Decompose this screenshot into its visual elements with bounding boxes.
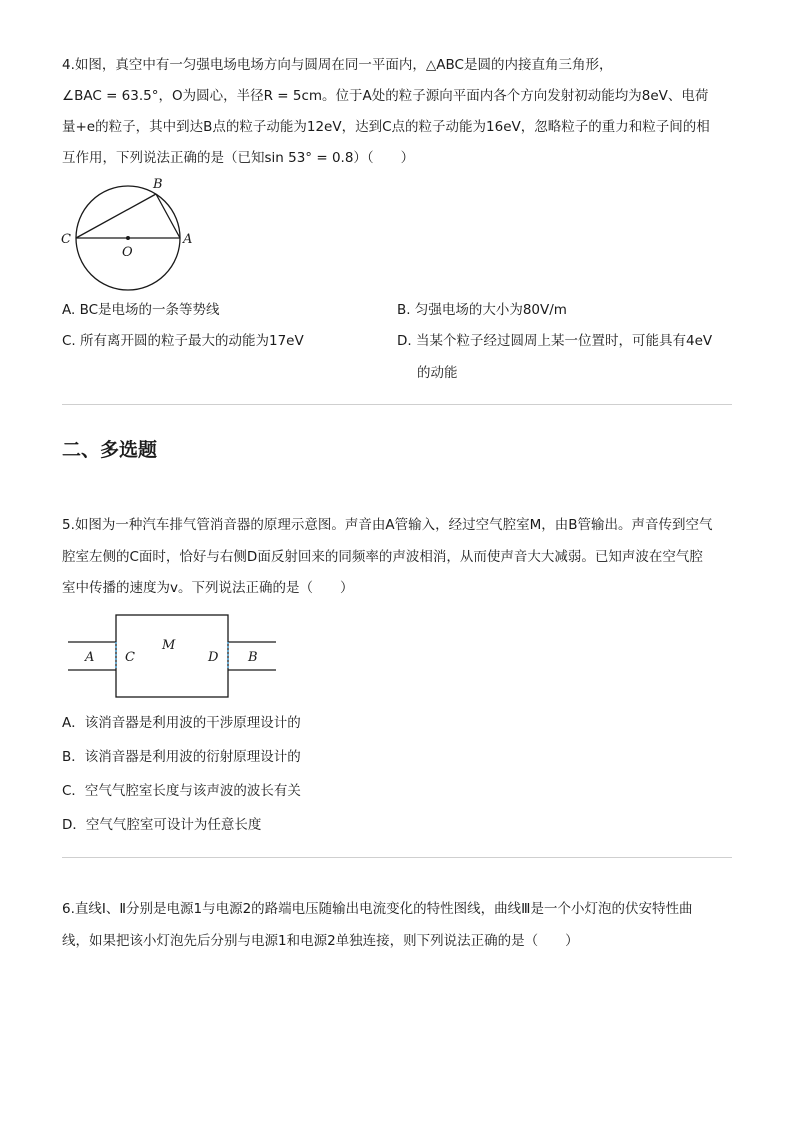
q4-option-c[interactable]: C. 所有离开圆的粒子最大的动能为17eV (62, 333, 304, 349)
section-title: 二、多选题 (62, 439, 158, 461)
chord-ba (156, 194, 180, 238)
q5-stem-line-3: 室中传播的速度为v。下列说法正确的是（ ） (62, 580, 354, 596)
divider (62, 404, 732, 405)
label-c: C (61, 232, 71, 247)
q4-option-b[interactable]: B. 匀强电场的大小为80V/m (397, 302, 567, 318)
q4-stem-line-1: 4.如图，真空中有一匀强电场电场方向与圆周在同一平面内，△ABC是圆的内接直角三角形， (62, 57, 613, 73)
q4-option-a[interactable]: A. BC是电场的一条等势线 (62, 302, 220, 318)
label-a: A (183, 232, 193, 247)
label-o: O (122, 245, 133, 260)
chord-cb (76, 194, 156, 238)
label-d: D (208, 650, 219, 665)
q4-stem-line-4: 互作用，下列说法正确的是（已知sin 53° = 0.8）（ ） (62, 150, 415, 166)
label-m: M (162, 638, 176, 653)
q5-option-a[interactable]: A．该消音器是利用波的干涉原理设计的 (62, 715, 301, 731)
center-point-o (126, 236, 130, 240)
q5-option-b[interactable]: B．该消音器是利用波的衍射原理设计的 (62, 749, 301, 765)
label-a: A (85, 650, 95, 665)
q5-option-d[interactable]: D．空气气腔室可设计为任意长度 (62, 817, 262, 833)
q4-circle-figure (58, 172, 198, 292)
q4-stem-line-2: ∠BAC = 63.5°，O为圆心，半径R = 5cm。位于A处的粒子源向平面内各个方向发射初动能均为8eV、电荷 (62, 88, 709, 104)
q4-option-d-continued: 的动能 (417, 365, 458, 381)
label-c: C (125, 650, 135, 665)
q4-option-d[interactable]: D. 当某个粒子经过圆周上某一位置时，可能具有4eV (397, 333, 713, 349)
q5-stem-line-1: 5.如图为一种汽车排气管消音器的原理示意图。声音由A管输入，经过空气腔室M，由B管输出。声音传到空气 (62, 517, 713, 533)
label-b: B (153, 177, 163, 192)
label-b: B (248, 650, 258, 665)
divider (62, 857, 732, 858)
q4-stem-line-3: 量+e的粒子，其中到达B点的粒子动能为12eV，达到C点的粒子动能为16eV，忽略粒子的重力和粒子间的相 (62, 119, 710, 135)
q5-option-c[interactable]: C．空气气腔室长度与该声波的波长有关 (62, 783, 301, 799)
q5-muffler-figure (66, 612, 280, 702)
q6-stem-line-2: 线，如果把该小灯泡先后分别与电源1和电源2单独连接，则下列说法正确的是（ ） (62, 933, 579, 949)
q5-stem-line-2: 腔室左侧的C面时，恰好与右侧D面反射回来的同频率的声波相消，从而使声音大大减弱。已知声波在空气腔 (62, 549, 703, 565)
q6-stem-line-1: 6.直线Ⅰ、Ⅱ分别是电源1与电源2的路端电压随输出电流变化的特性图线，曲线Ⅲ是一个小灯泡的伏安特性曲 (62, 901, 693, 917)
